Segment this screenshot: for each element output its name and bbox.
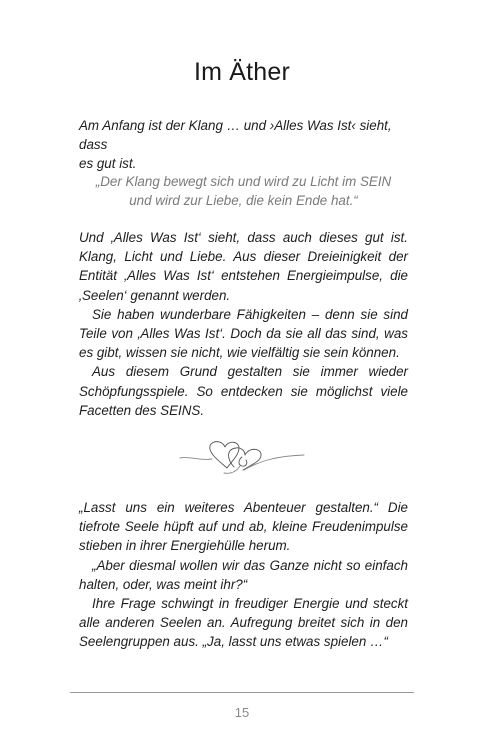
paragraph: „Lasst uns ein weiteres Abenteuer gestalten.“ Die tiefrote Seele hüpft auf und ab, kleine Freudenimpulse stieben in ihrer Energiehülle herum. xyxy=(79,500,408,554)
paragraph: Sie haben wunderbare Fähigkeiten – denn sie sind Teile von ‚Alles Was Ist‘. Doch da sie all das sind, was es gibt, wissen sie nicht, wie vielfältig sie sein können. xyxy=(79,306,408,361)
quote-line-2: und wird zur Liebe, die kein Ende hat.“ xyxy=(129,193,358,209)
body-section-1 xyxy=(79,228,408,420)
intro-line-2: es gut ist. xyxy=(79,156,137,172)
paragraph: Ihre Frage schwingt in freudiger Energie und steckt alle anderen Seelen an. Aufregung breitet sich in den Seelengruppen aus. „Ja, lasst uns etwas spielen …“ xyxy=(79,596,408,650)
intro-line-1: Am Anfang ist der Klang … und ›Alles Was Ist‹ sieht, dass xyxy=(79,118,392,153)
body-section-2 xyxy=(79,498,408,652)
quote-block xyxy=(79,172,408,210)
quote-line-1: „Der Klang bewegt sich und wird zu Licht im SEIN xyxy=(95,174,392,189)
footer-divider xyxy=(70,692,414,693)
paragraph: „Aber diesmal wollen wir das Ganze nicht so einfach halten, oder, was meint ihr?“ xyxy=(79,557,408,592)
chapter-title: Im Äther xyxy=(193,58,291,86)
paragraph: Aus diesem Grund gestalten sie immer wieder Schöpfungsspiele. So entdecken sie möglichst viele Facetten des SEINS. xyxy=(79,364,408,418)
paragraph: Und ‚Alles Was Ist‘ sieht, dass auch dieses gut ist. Klang, Licht und Liebe. Aus dieser Dreieinigkeit der Entität ‚Alles Was Ist‘ entstehen Energieimpulse, die ‚Seelen‘ genannt werden. xyxy=(79,230,408,303)
page-number: 15 xyxy=(234,705,250,720)
intro-paragraph xyxy=(79,116,408,174)
hearts-ornament-icon xyxy=(178,434,306,476)
